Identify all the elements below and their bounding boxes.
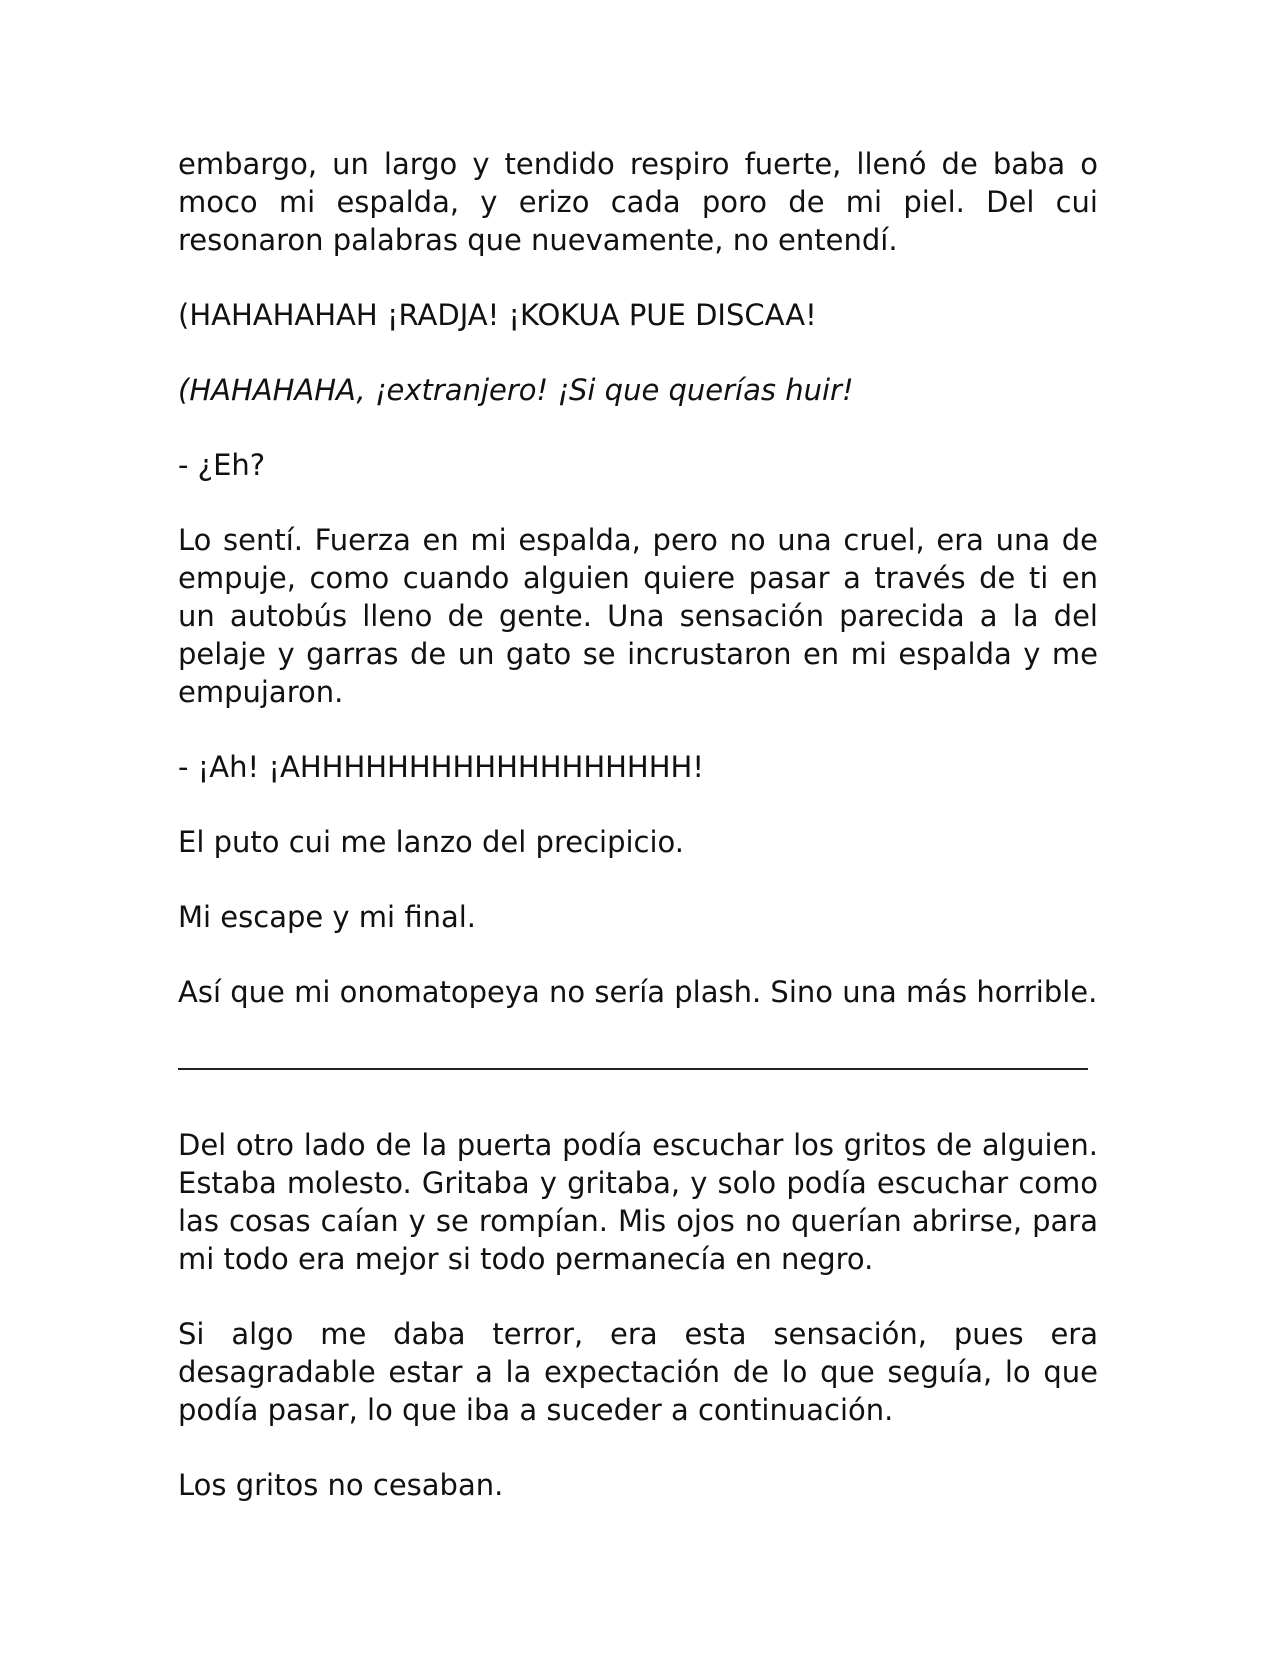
paragraph: Mi escape y mi final.	[178, 900, 477, 934]
paragraph: Los gritos no cesaban.	[178, 1468, 504, 1502]
paragraph: Lo sentí. Fuerza en mi espalda, pero no una cruel, era una de empuje, como cuando alguien quiere pasar a través de ti en un autobús lleno de gente. Una sensación parecida a la del pelaje y garras de un gato se incrustaron en mi espalda y me empujaron.	[178, 523, 1098, 709]
paragraph: Así que mi onomatopeya no sería plash. Sino una más horrible.	[178, 975, 1098, 1009]
section-divider	[178, 1068, 1088, 1070]
paragraph: El puto cui me lanzo del precipicio.	[178, 825, 684, 859]
document-page	[178, 145, 1098, 1541]
paragraph: (HAHAHAHAH ¡RADJA! ¡KOKUA PUE DISCAA!	[178, 298, 817, 332]
paragraph: Del otro lado de la puerta podía escuchar los gritos de alguien. Estaba molesto. Gritaba y gritaba, y solo podía escuchar como las cosas caían y se rompían. Mis ojos no querían abrirse, para mi todo era mejor si todo permanecía en negro.	[178, 1128, 1098, 1276]
dialogue-line: - ¿Eh?	[178, 448, 266, 482]
dialogue-line: - ¡Ah! ¡AHHHHHHHHHHHHHHHHHH!	[178, 750, 704, 784]
paragraph: Si algo me daba terror, era esta sensación, pues era desagradable estar a la expectación de lo que seguía, lo que podía pasar, lo que iba a suceder a continuación.	[178, 1317, 1098, 1427]
italic-paragraph: (HAHAHAHA, ¡extranjero! ¡Si que querías huir!	[178, 373, 854, 407]
paragraph: embargo, un largo y tendido respiro fuerte, llenó de baba o moco mi espalda, y erizo cada poro de mi piel. Del cui resonaron palabras que nuevamente, no entendí.	[178, 147, 1098, 257]
